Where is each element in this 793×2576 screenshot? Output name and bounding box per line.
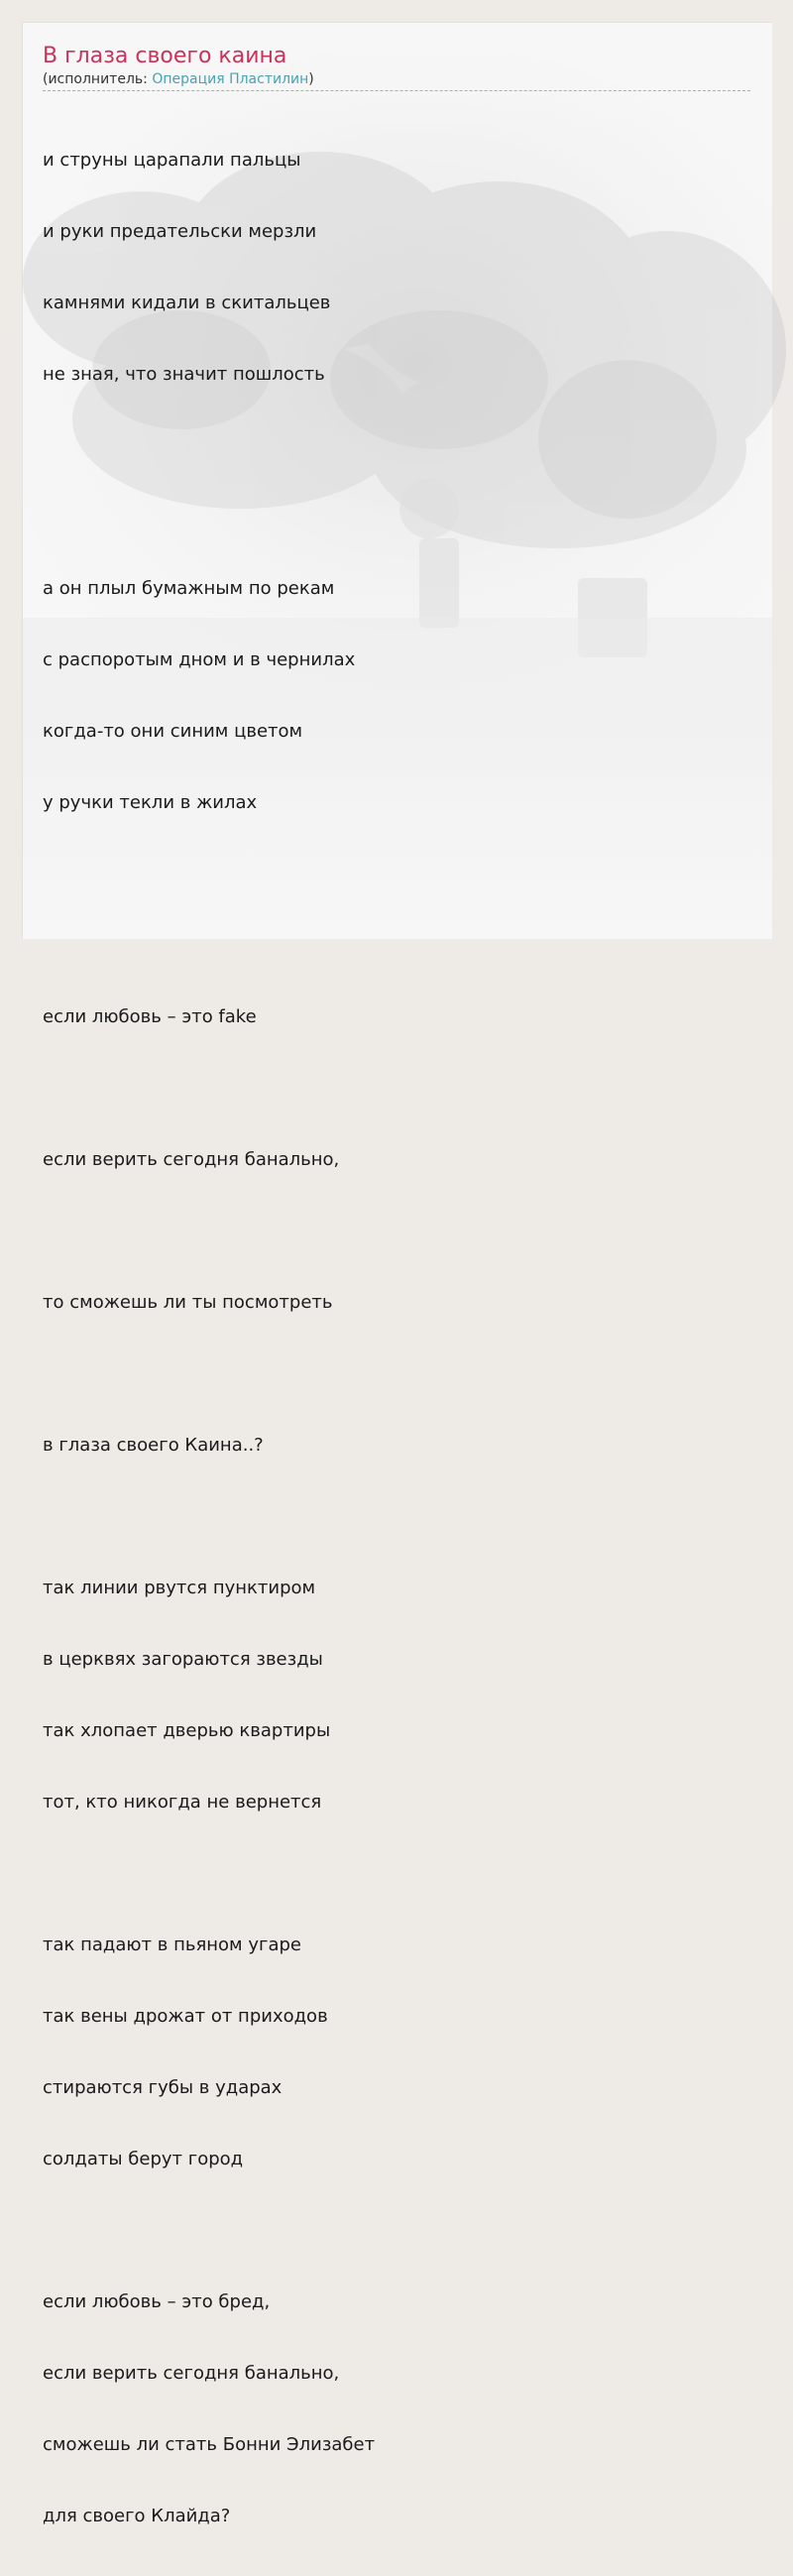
lyric-line: солдаты берут город xyxy=(43,2149,244,2169)
lyric-line: стираются губы в ударах xyxy=(43,2077,283,2098)
lyric-line xyxy=(43,1362,750,1386)
lyric-line: для своего Клайда? xyxy=(43,2506,231,2526)
performer-prefix: (исполнитель: xyxy=(43,71,153,87)
lyric-line: и руки предательски мерзли xyxy=(43,221,317,242)
lyric-line: так хлопает дверью квартиры xyxy=(43,1720,331,1741)
lyric-line: в церквях загораются звезды xyxy=(43,1649,323,1670)
lyric-line xyxy=(43,934,750,958)
lyric-line: камнями кидали в скитальцев xyxy=(43,293,331,313)
lyric-line xyxy=(43,2219,750,2243)
lyric-line: сможешь ли стать Бонни Элизабет xyxy=(43,2434,376,2455)
performer-line xyxy=(43,70,750,91)
song-content xyxy=(23,23,770,2576)
lyric-line: в глаза своего Каина..? xyxy=(43,1435,264,1456)
lyric-line xyxy=(43,863,750,886)
song-title: В глаза своего каина xyxy=(43,44,287,68)
lyric-line xyxy=(43,1077,750,1101)
lyric-line xyxy=(43,1862,750,1886)
lyric-line: то сможешь ли ты посмотреть xyxy=(43,1292,333,1313)
lyric-line: с распоротым дном и в чернилах xyxy=(43,649,356,670)
lyric-line: и струны царапали пальцы xyxy=(43,150,301,171)
lyric-line: когда-то они синим цветом xyxy=(43,721,303,742)
lyric-line: а он плыл бумажным по рекам xyxy=(43,578,335,599)
lyrics-text xyxy=(43,101,750,2576)
lyric-line: у ручки текли в жилах xyxy=(43,792,258,813)
lyric-line: если любовь – это бред, xyxy=(43,2291,271,2312)
lyric-line: так падают в пьяном угаре xyxy=(43,1934,301,1955)
lyric-line: так линии рвутся пунктиром xyxy=(43,1578,316,1598)
lyric-line: тот, кто никогда не вернется xyxy=(43,1792,322,1813)
lyric-line xyxy=(43,434,750,458)
lyric-line xyxy=(43,1220,750,1243)
performer-suffix: ) xyxy=(308,71,314,87)
lyric-line xyxy=(43,506,750,529)
lyric-line: так вены дрожат от приходов xyxy=(43,2006,328,2027)
artist-link[interactable]: Операция Пластилин xyxy=(152,71,309,87)
lyric-line xyxy=(43,1505,750,1529)
lyric-line: не зная, что значит пошлость xyxy=(43,364,325,385)
lyric-line: если верить сегодня банально, xyxy=(43,2363,340,2384)
lyrics-card xyxy=(22,22,771,2526)
lyric-line: если любовь – это fake xyxy=(43,1006,257,1027)
lyric-line: если верить сегодня банально, xyxy=(43,1149,340,1170)
